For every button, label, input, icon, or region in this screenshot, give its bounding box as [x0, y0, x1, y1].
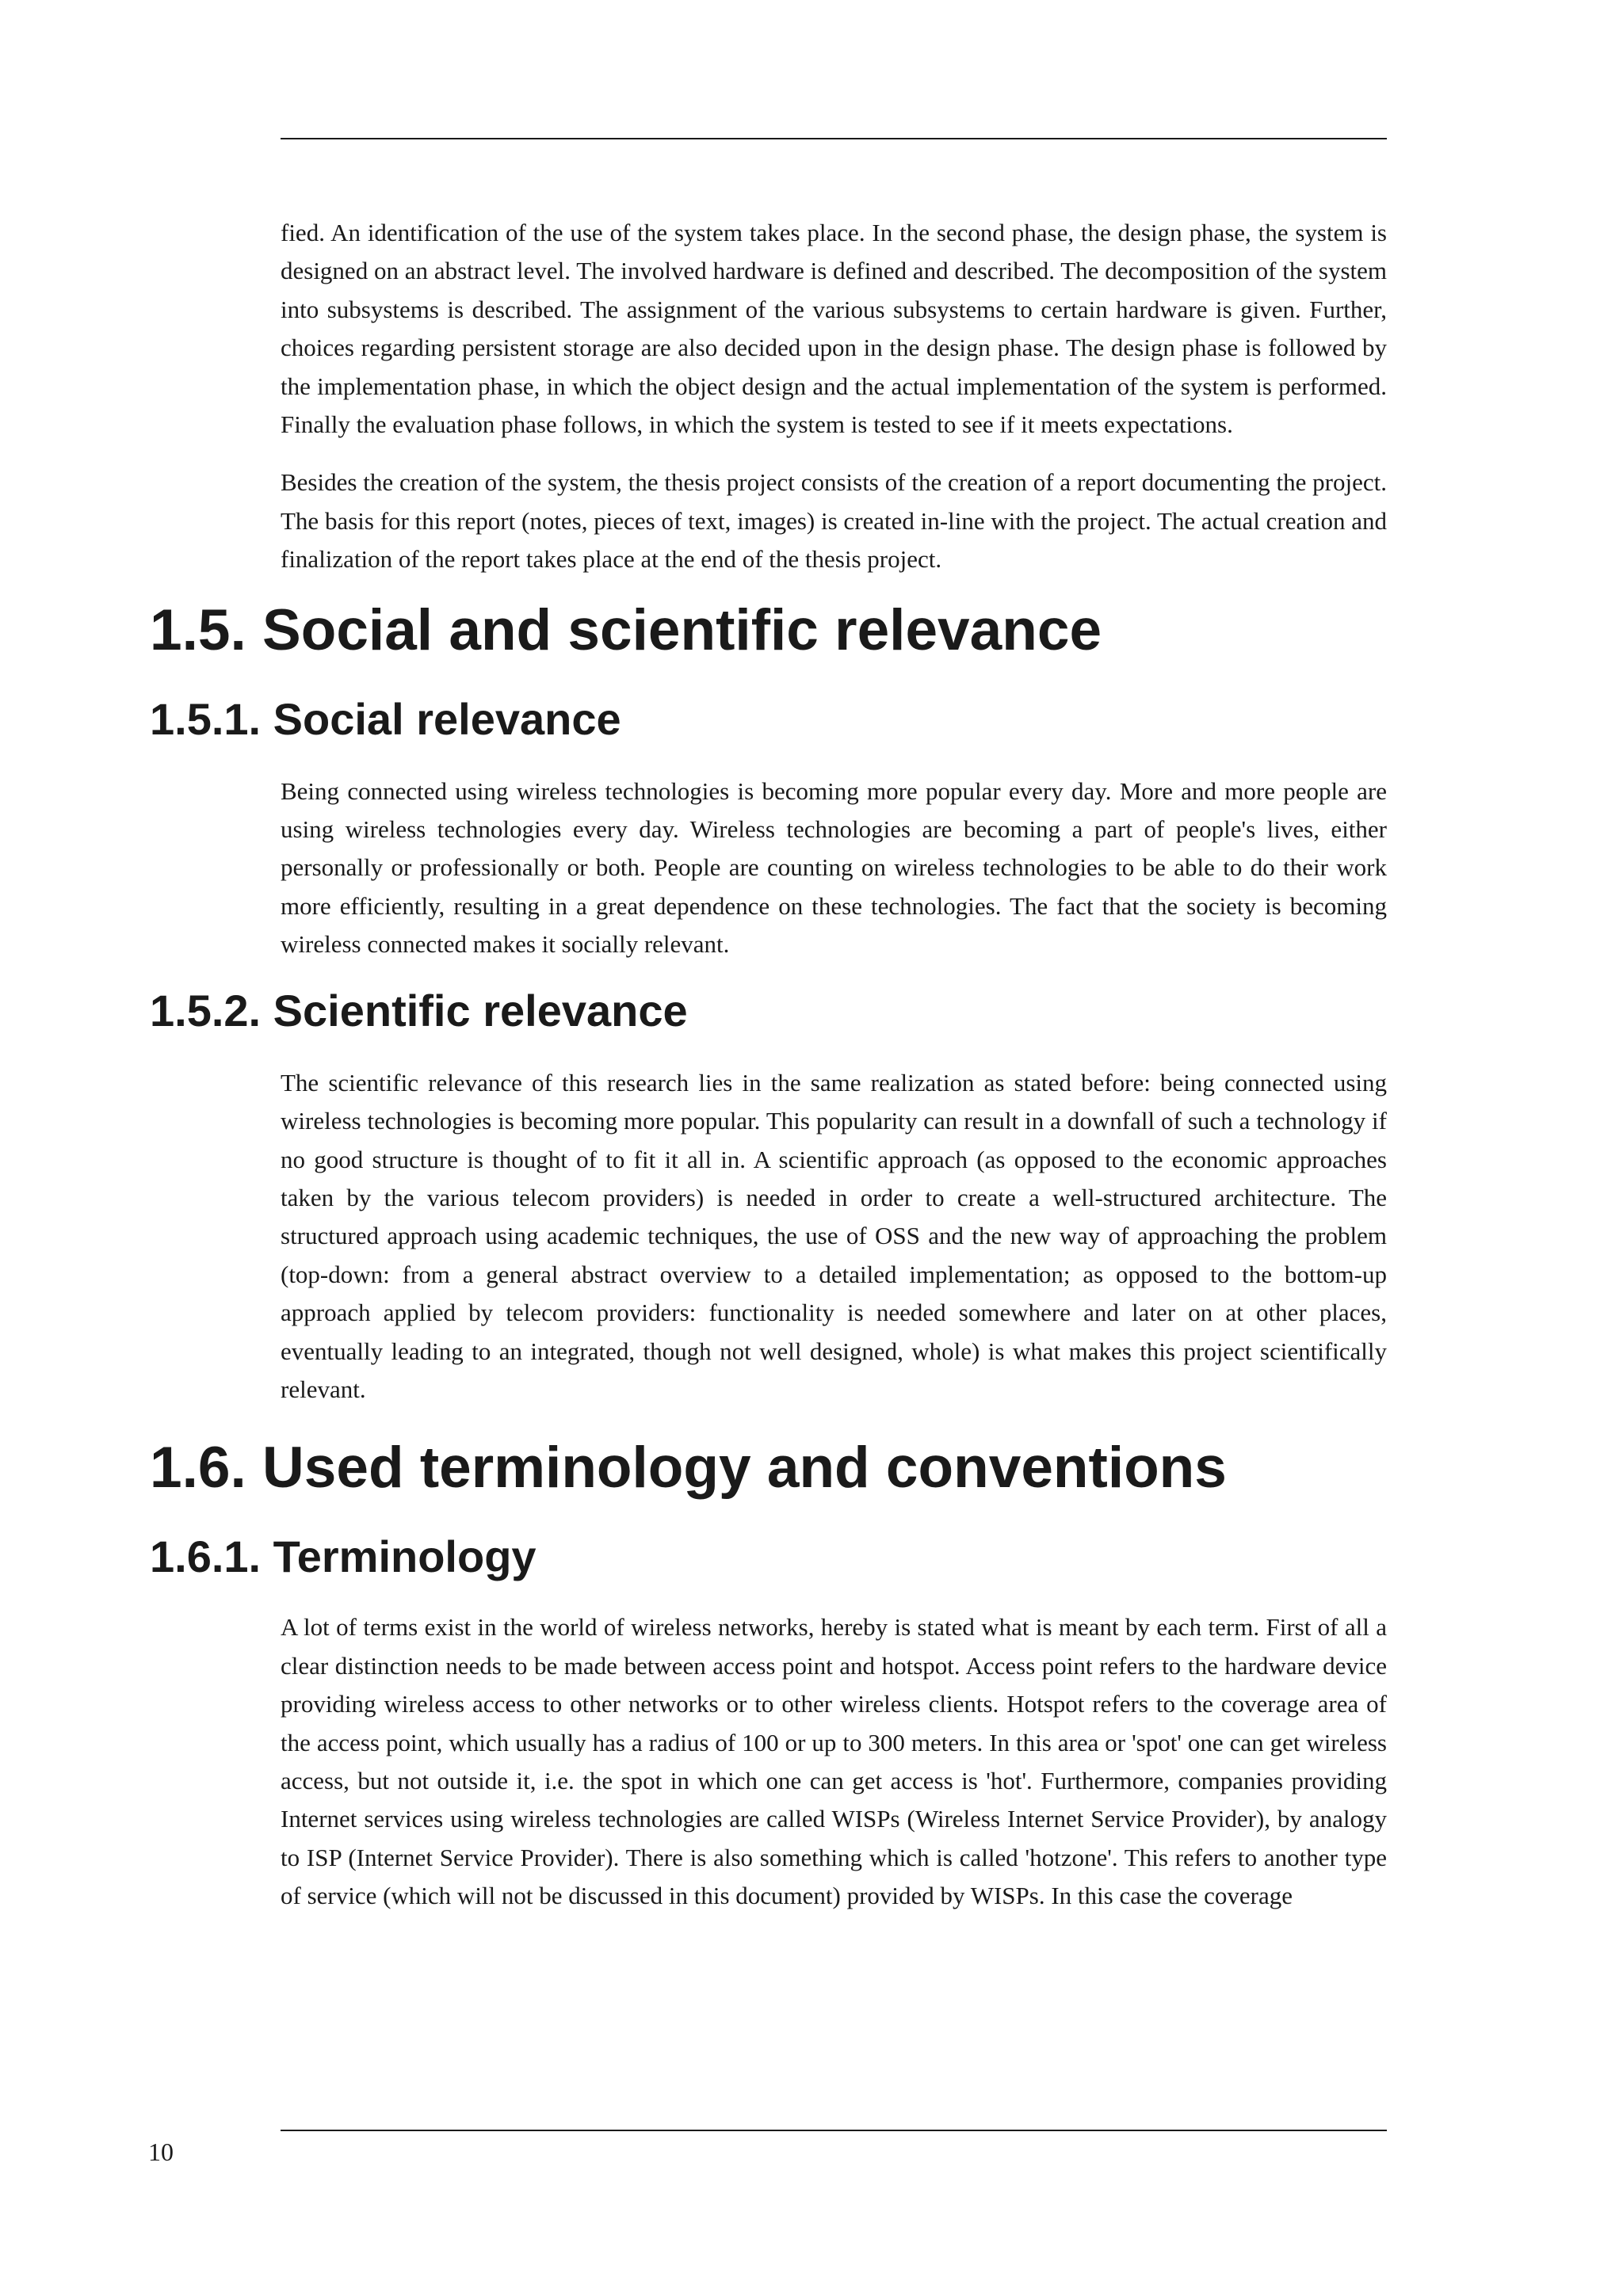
subsection-heading-scientific-relevance: 1.5.2. Scientific relevance: [150, 985, 688, 1035]
section-heading-terminology-conventions: 1.6. Used terminology and conventions: [150, 1436, 1227, 1501]
page-content: [0, 214, 1623, 1916]
paragraph-terminology: A lot of terms exist in the world of wireless networks, hereby is stated what is meant by each term. First of all a clear distinction needs to be made between access point and hotspot. Access point refers to the hardware device providing wireless access to other networks or to other wireless clients. Hotspot refers to the coverage area of the access point, which usually has a radius of 100 or up to 300 meters. In this area or 'spot' one can get wireless access, but not outside it, i.e. the spot in which one can get access is 'hot'. Furthermore, companies providing Internet services using wireless technologies are called WISPs (Wireless Internet Service Provider), by analogy to ISP (Internet Service Provider). There is also something which is called 'hotzone'. This refers to another type of service (which will not be discussed in this document) provided by WISPs. In this case the coverage: [281, 1613, 1387, 1910]
paragraph-scientific-relevance: The scientific relevance of this research lies in the same realization as stated before: being connected using wireless technologies is becoming more popular. This popularity can result in a downfall of such a technology if no good structure is thought of to fit it all in. A scientific approach (as opposed to the economic approaches taken by the various telecom providers) is needed in order to create a well-structured architecture. The structured approach using academic techniques, the use of OSS and the new way of approaching the problem (top-down: from a general abstract overview to a detailed implementation; as opposed to the bottom-up approach applied by telecom providers: functionality is needed somewhere and later on at other places, eventually leading to an integrated, though not well designed, whole) is what makes this project scientifically relevant.: [281, 1068, 1387, 1403]
subsection-heading-social-relevance: 1.5.1. Social relevance: [150, 693, 621, 744]
header-rule: [281, 138, 1387, 139]
section-heading-social-scientific-relevance: 1.5. Social and scientific relevance: [150, 597, 1102, 662]
subsection-heading-terminology: 1.6.1. Terminology: [150, 1531, 537, 1582]
footer-rule: [281, 2130, 1387, 2131]
page-number: 10: [148, 2138, 174, 2166]
paragraph-process-phases: fied. An identification of the use of the system takes place. In the second phase, the design phase, the system is designed on an abstract level. The involved hardware is defined and described. The decomposition of the system into subsystems is described. The assignment of the various subsystems to certain hardware is given. Further, choices regarding persistent storage are also decided upon in the design phase. The design phase is followed by the implementation phase, in which the object design and the actual implementation of the system is performed. Finally the evaluation phase follows, in which the system is tested to see if it meets expectations.: [281, 219, 1387, 439]
paragraph-social-relevance: Being connected using wireless technologies is becoming more popular every day. More and more people are using wireless technologies every day. Wireless technologies are becoming a part of people's lives, either personally or professionally or both. People are counting on wireless technologies to be able to do their work more efficiently, resulting in a great dependence on these technologies. The fact that the society is becoming wireless connected makes it socially relevant.: [281, 776, 1387, 959]
paragraph-thesis-report: Besides the creation of the system, the thesis project consists of the creation of a report documenting the project. The basis for this report (notes, pieces of text, images) is created in-line with the project. The actual creation and finalization of the report takes place at the end of the thesis project.: [281, 468, 1387, 574]
